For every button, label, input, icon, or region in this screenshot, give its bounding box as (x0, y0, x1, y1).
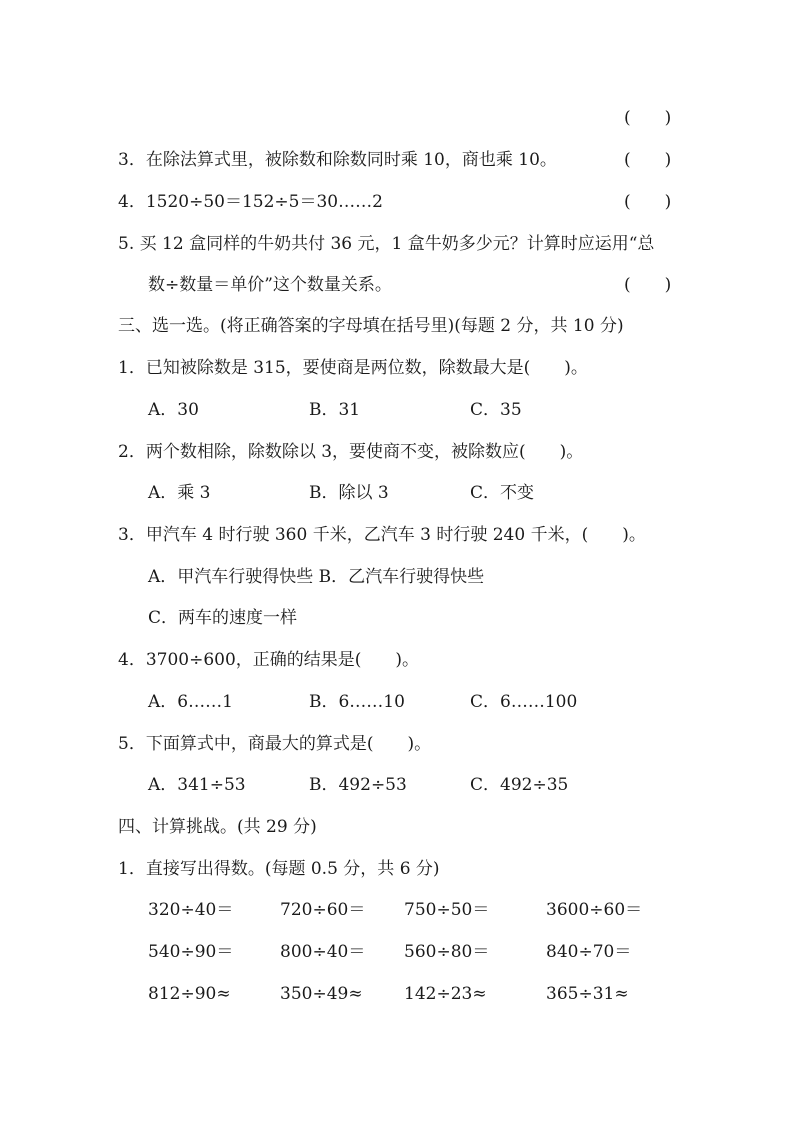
option-a[interactable]: A．341÷53 (148, 775, 246, 795)
calc-item[interactable]: 560÷80＝ (404, 942, 490, 962)
calc-item[interactable]: 720÷60＝ (280, 900, 366, 920)
option-a[interactable]: A．6……1 (148, 692, 233, 712)
choice-question-1: 1．已知被除数是 315，要使商是两位数，除数最大是( )。 (118, 358, 588, 378)
judge-item-5-continued: 数÷数量＝单价”这个数量关系。 (148, 275, 392, 295)
section-3-heading: 三、选一选。(将正确答案的字母填在括号里)(每题 2 分，共 10 分) (118, 316, 624, 336)
section-4-heading: 四、计算挑战。(共 29 分) (118, 817, 317, 837)
answer-paren[interactable]: ( ) (624, 108, 672, 128)
calc-item[interactable]: 320÷40＝ (148, 900, 234, 920)
choice-question-4: 4．3700÷600，正确的结果是( )。 (118, 650, 420, 670)
judge-item-4: 4．1520÷50＝152÷5＝30……2 (118, 192, 383, 212)
choice-question-2: 2．两个数相除，除数除以 3，要使商不变，被除数应( )。 (118, 442, 584, 462)
calc-item[interactable]: 812÷90≈ (148, 984, 231, 1004)
option-a[interactable]: A．乘 3 (148, 483, 211, 503)
option-c[interactable]: C．6……100 (470, 692, 578, 712)
calc-item[interactable]: 365÷31≈ (546, 984, 629, 1004)
option-b[interactable]: B．492÷53 (309, 775, 407, 795)
answer-paren[interactable]: ( ) (624, 150, 672, 170)
section-4-subheading: 1．直接写出得数。(每题 0.5 分，共 6 分) (118, 859, 440, 879)
option-b[interactable]: B．31 (309, 400, 361, 420)
calc-item[interactable]: 350÷49≈ (280, 984, 363, 1004)
calc-item[interactable]: 750÷50＝ (404, 900, 490, 920)
judge-item-5: 5. 买 12 盒同样的牛奶共付 36 元，1 盒牛奶多少元？计算时应运用“总 (118, 234, 655, 254)
calc-item[interactable]: 800÷40＝ (280, 942, 366, 962)
answer-paren[interactable]: ( ) (624, 192, 672, 212)
option-c[interactable]: C．两车的速度一样 (148, 608, 298, 628)
choice-question-3: 3．甲汽车 4 时行驶 360 千米，乙汽车 3 时行驶 240 千米，( )。 (118, 525, 646, 545)
choice-question-5: 5．下面算式中，商最大的算式是( )。 (118, 734, 432, 754)
option-a[interactable]: A．30 (148, 400, 199, 420)
option-a-b[interactable]: A．甲汽车行驶得快些 B．乙汽车行驶得快些 (148, 567, 485, 587)
calc-item[interactable]: 3600÷60＝ (546, 900, 643, 920)
option-c[interactable]: C．492÷35 (470, 775, 569, 795)
calc-item[interactable]: 142÷23≈ (404, 984, 487, 1004)
option-b[interactable]: B．除以 3 (309, 483, 389, 503)
option-c[interactable]: C．35 (470, 400, 522, 420)
answer-paren[interactable]: ( ) (624, 275, 672, 295)
calc-item[interactable]: 540÷90＝ (148, 942, 234, 962)
judge-item-3: 3．在除法算式里，被除数和除数同时乘 10，商也乘 10。 (118, 150, 557, 170)
option-c[interactable]: C．不变 (470, 483, 535, 503)
calc-item[interactable]: 840÷70＝ (546, 942, 632, 962)
option-b[interactable]: B．6……10 (309, 692, 405, 712)
